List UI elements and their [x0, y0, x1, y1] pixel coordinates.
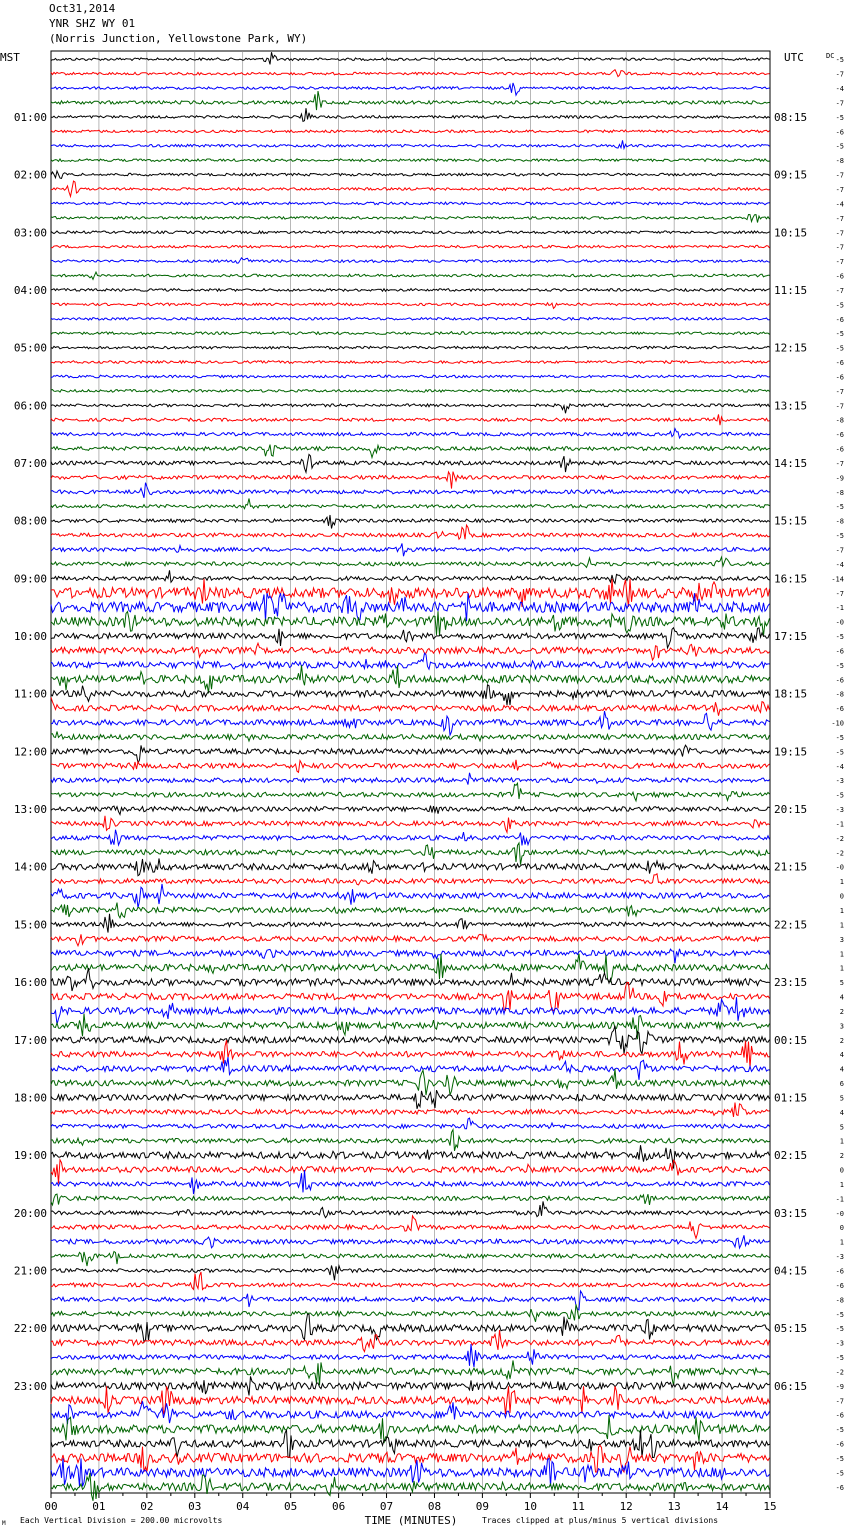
corner-mark: M	[2, 1520, 6, 1527]
dc-offset-label: -2	[835, 1368, 844, 1377]
mst-hour-label: 22:00	[13, 1322, 47, 1336]
seismic-trace	[51, 697, 770, 715]
seismic-trace	[51, 773, 770, 785]
dc-offset-label: -6	[835, 445, 844, 454]
seismic-trace	[51, 483, 770, 498]
seismic-trace	[51, 914, 770, 933]
dc-offset-label: 5	[839, 1094, 844, 1103]
mst-axis-label: MST	[0, 51, 20, 64]
seismic-trace	[51, 1376, 770, 1395]
utc-hour-label: 08:15	[774, 110, 808, 124]
utc-hour-label: 02:15	[774, 1149, 808, 1163]
dc-offset-label: -5	[835, 1325, 844, 1334]
dc-offset-label: -8	[835, 157, 844, 166]
seismic-trace	[51, 1145, 770, 1168]
dc-offset-label: -5	[835, 301, 844, 310]
dc-offset-label: 0	[839, 1166, 844, 1175]
x-tick-label: 04	[236, 1500, 250, 1513]
dc-offset-label: -5	[835, 733, 844, 742]
dc-offset-label: -5	[835, 142, 844, 151]
utc-hour-label: 03:15	[774, 1206, 808, 1220]
seismic-trace	[51, 171, 770, 178]
dc-offset-label: 3	[839, 935, 844, 944]
mst-hour-label: 09:00	[13, 572, 47, 586]
dc-offset-label: 4	[839, 993, 844, 1002]
seismic-trace	[51, 1415, 770, 1443]
dc-offset-label: -6	[835, 431, 844, 440]
seismic-trace	[51, 1216, 770, 1239]
dc-offset-label: -6	[835, 359, 844, 368]
dc-offset-label: -7	[835, 387, 844, 396]
utc-hour-label: 20:15	[774, 803, 808, 817]
seismic-trace	[51, 830, 770, 846]
dc-offset-label: -6	[835, 1483, 844, 1492]
seismic-trace	[51, 215, 770, 223]
dc-offset-label: -5	[835, 791, 844, 800]
utc-hour-label: 15:15	[774, 514, 808, 528]
dc-offset-label: -6	[835, 1411, 844, 1420]
seismic-trace	[51, 525, 770, 539]
x-tick-label: 00	[44, 1500, 58, 1513]
seismic-trace	[51, 760, 770, 773]
dc-offset-label: -7	[835, 99, 844, 108]
x-tick-label: 01	[92, 1500, 106, 1513]
seismic-trace	[51, 1103, 770, 1117]
seismic-trace	[51, 454, 770, 472]
dc-offset-label: 0	[839, 892, 844, 901]
dc-offset-label: -5	[835, 1354, 844, 1363]
utc-hour-label: 04:15	[774, 1264, 808, 1278]
dc-offset-label: -5	[835, 503, 844, 512]
dc-offset-label: -6	[835, 1281, 844, 1290]
dc-offset-label: -6	[835, 1267, 844, 1276]
mst-hour-label: 12:00	[13, 745, 47, 759]
dc-offset-label: -7	[835, 402, 844, 411]
dc-offset-label: -6	[835, 315, 844, 324]
plot-frame	[51, 51, 770, 1493]
utc-hour-label: 17:15	[774, 630, 808, 644]
seismic-trace	[51, 272, 770, 279]
dc-offset-label: -5	[835, 1310, 844, 1319]
seismic-trace	[51, 472, 770, 489]
x-tick-label: 14	[715, 1500, 729, 1513]
dc-offset-label: -0	[835, 618, 844, 627]
dc-offset-label: -6	[835, 705, 844, 714]
dc-offset-label: -6	[835, 676, 844, 685]
seismic-trace	[51, 1160, 770, 1184]
dc-offset-label: -7	[835, 214, 844, 223]
seismic-trace	[51, 1235, 770, 1248]
seismic-trace	[51, 202, 770, 205]
mst-hour-label: 23:00	[13, 1379, 47, 1393]
utc-hour-label: 21:15	[774, 860, 808, 874]
seismic-trace	[51, 515, 770, 529]
dc-offset-label: 6	[839, 1080, 844, 1089]
seismic-trace	[51, 390, 770, 393]
dc-offset-label: 4	[839, 1051, 844, 1060]
seismic-trace	[51, 997, 770, 1024]
seismic-trace	[51, 884, 770, 908]
header-station: YNR SHZ WY 01	[49, 17, 136, 30]
seismic-trace	[51, 1272, 770, 1290]
seismic-trace	[51, 404, 770, 413]
dc-offset-label: -7	[835, 589, 844, 598]
seismic-trace	[51, 949, 770, 963]
dc-offset-label: -6	[835, 1440, 844, 1449]
seismic-trace	[51, 414, 770, 425]
seismic-trace	[51, 108, 770, 121]
dc-offset-label: -5	[835, 113, 844, 122]
mst-hour-label: 19:00	[13, 1149, 47, 1163]
seismic-trace	[51, 346, 770, 349]
utc-hour-label: 11:15	[774, 283, 808, 297]
scale-note: Each Vertical Division = 200.00 microvolts	[20, 1516, 223, 1525]
x-tick-label: 05	[284, 1500, 298, 1513]
seismic-trace	[51, 611, 770, 635]
dc-offset-label: -8	[835, 1296, 844, 1305]
dc-offset-label: -8	[835, 690, 844, 699]
dc-offset-label: -4	[835, 762, 844, 771]
x-tick-label: 15	[763, 1500, 777, 1513]
seismic-trace	[51, 1057, 770, 1080]
mst-hour-label: 08:00	[13, 514, 47, 528]
seismic-trace	[51, 1040, 770, 1068]
dc-offset-label: -3	[835, 1339, 844, 1348]
dc-offset-label: 1	[839, 1238, 844, 1247]
seismic-trace	[51, 1430, 770, 1458]
dc-offset-label: 2	[839, 1152, 844, 1161]
dc-offset-label: -7	[835, 171, 844, 180]
dc-offset-label: 3	[839, 1022, 844, 1031]
dc-offset-label: -7	[835, 243, 844, 252]
dc-offset-label: -5	[835, 1454, 844, 1463]
seismic-trace	[51, 361, 770, 364]
dc-offset-label: -10	[831, 719, 844, 728]
dc-offset-label: 0	[839, 1224, 844, 1233]
dc-offset-label: 4	[839, 1108, 844, 1117]
utc-hour-label: 19:15	[774, 745, 808, 759]
mst-hour-label: 04:00	[13, 283, 47, 297]
mst-hour-label: 02:00	[13, 168, 47, 182]
dc-offset-label: -8	[835, 517, 844, 526]
seismic-trace	[51, 1130, 770, 1151]
seismic-trace	[51, 570, 770, 583]
utc-hour-label: 12:15	[774, 341, 808, 355]
seismic-trace	[51, 1314, 770, 1342]
seismic-trace	[51, 858, 770, 875]
dc-offset-label: -5	[835, 1426, 844, 1435]
seismic-trace	[51, 159, 770, 162]
dc-offset-label: 1	[839, 950, 844, 959]
seismic-trace	[51, 934, 770, 946]
x-tick-label: 13	[667, 1500, 681, 1513]
dc-offset-label: -3	[835, 777, 844, 786]
dc-offset-label: -0	[835, 863, 844, 872]
mst-hour-label: 03:00	[13, 226, 47, 240]
dc-offset-label: -5	[835, 330, 844, 339]
dc-offset-label: 1	[839, 906, 844, 915]
seismic-trace	[51, 1201, 770, 1217]
dc-offset-label: -6	[835, 272, 844, 281]
seismic-trace	[51, 70, 770, 77]
seismic-trace	[51, 83, 770, 95]
mst-hour-label: 21:00	[13, 1264, 47, 1278]
dc-offset-label: -4	[835, 200, 844, 209]
utc-hour-label: 05:15	[774, 1322, 808, 1336]
mst-hour-label: 15:00	[13, 918, 47, 932]
x-tick-label: 02	[140, 1500, 154, 1513]
dc-offset-label: -6	[835, 373, 844, 382]
dc-offset-label: -5	[835, 748, 844, 757]
dc-offset-label: -7	[835, 546, 844, 555]
utc-hour-label: 22:15	[774, 918, 808, 932]
seismic-trace	[51, 643, 770, 660]
seismic-trace	[51, 1069, 770, 1095]
x-tick-label: 11	[571, 1500, 585, 1513]
dc-offset-label: -7	[835, 229, 844, 238]
dc-offset-label: -9	[835, 1382, 844, 1391]
seismic-trace	[51, 711, 770, 735]
dc-offset-label: -1	[835, 1195, 844, 1204]
seismic-trace	[51, 1194, 770, 1205]
seismic-trace	[51, 91, 770, 110]
dc-offset-label: -5	[835, 344, 844, 353]
mst-hour-label: 05:00	[13, 341, 47, 355]
seismic-trace	[51, 1090, 770, 1109]
dc-offset-label: -6	[835, 128, 844, 137]
mst-hour-label: 16:00	[13, 976, 47, 990]
mst-hour-label: 10:00	[13, 630, 47, 644]
dc-offset-label: -4	[835, 560, 844, 569]
utc-hour-label: 06:15	[774, 1379, 808, 1393]
mst-hour-label: 13:00	[13, 803, 47, 817]
dc-offset-label: -4	[835, 85, 844, 94]
utc-hour-label: 23:15	[774, 976, 808, 990]
utc-hour-label: 00:15	[774, 1033, 808, 1047]
x-tick-label: 03	[188, 1500, 202, 1513]
seismic-trace	[51, 983, 770, 1011]
seismic-trace	[51, 783, 770, 801]
dc-offset-label: -5	[835, 661, 844, 670]
seismic-trace	[51, 245, 770, 248]
seismic-trace	[51, 1291, 770, 1310]
x-tick-label: 06	[331, 1500, 346, 1513]
dc-offset-label: -14	[831, 575, 844, 584]
seismic-trace	[51, 874, 770, 885]
seismic-trace	[51, 1170, 770, 1194]
seismic-trace	[51, 181, 770, 196]
dc-offset-label: -7	[835, 258, 844, 267]
dc-offset-label: 4	[839, 1065, 844, 1074]
seismic-trace	[51, 628, 770, 648]
dc-offset-label: 2	[839, 1036, 844, 1045]
dc-offset-label: -0	[835, 1209, 844, 1218]
seismic-trace	[51, 332, 770, 335]
seismic-trace	[51, 375, 770, 378]
dc-offset-label: 1	[839, 1137, 844, 1146]
seismic-trace	[51, 806, 770, 815]
seismic-trace	[51, 1266, 770, 1281]
mst-hour-label: 18:00	[13, 1091, 47, 1105]
seismic-trace	[51, 258, 770, 263]
dc-offset-label: 5	[839, 979, 844, 988]
x-tick-label: 10	[523, 1500, 537, 1513]
seismic-trace	[51, 1014, 770, 1040]
seismic-trace	[51, 665, 770, 693]
dc-offset-label: -5	[835, 532, 844, 541]
seismic-trace	[51, 653, 770, 669]
mst-hour-label: 06:00	[13, 399, 47, 413]
seismic-trace	[51, 52, 770, 64]
seismic-trace	[51, 1304, 770, 1322]
seismic-trace	[51, 429, 770, 438]
dc-offset-label: -5	[835, 56, 844, 65]
x-axis-title: TIME (MINUTES)	[364, 1514, 458, 1527]
dc-offset-label: -3	[835, 1253, 844, 1262]
dc-offset-label: -7	[835, 459, 844, 468]
x-tick-label: 09	[475, 1500, 490, 1513]
seismic-trace	[51, 499, 770, 509]
seismic-trace	[51, 1330, 770, 1352]
x-tick-label: 12	[619, 1500, 633, 1513]
seismic-trace	[51, 1252, 770, 1267]
mst-hour-label: 07:00	[13, 456, 47, 470]
dc-offset-label: -8	[835, 416, 844, 425]
header-location: (Norris Junction, Yellowstone Park, WY)	[49, 32, 308, 45]
dc-offset-label: -2	[835, 834, 844, 843]
seismic-trace	[51, 557, 770, 567]
dc-offset-label: 2	[839, 1007, 844, 1016]
x-tick-label: 08	[427, 1500, 442, 1513]
utc-axis-label: UTC	[784, 51, 804, 64]
seismic-trace	[51, 816, 770, 833]
utc-hour-label: 10:15	[774, 226, 808, 240]
dc-offset-label: -7	[835, 70, 844, 79]
seismic-trace	[51, 1458, 770, 1486]
dc-offset-label: 1	[839, 921, 844, 930]
seismic-trace	[51, 903, 770, 918]
seismic-trace	[51, 732, 770, 742]
seismic-trace	[51, 1473, 770, 1501]
seismic-trace	[51, 1386, 770, 1414]
seismic-trace	[51, 303, 770, 309]
seismic-trace	[51, 1118, 770, 1129]
dc-offset-label: -8	[835, 488, 844, 497]
dc-offset-label: -7	[835, 185, 844, 194]
dc-offset-label: -5	[835, 1469, 844, 1478]
clip-note: Traces clipped at plus/minus 5 vertical divisions	[482, 1516, 719, 1525]
seismic-trace	[51, 140, 770, 148]
dc-offset-label: -1	[835, 604, 844, 613]
dc-offset-label: 1	[839, 1180, 844, 1189]
mst-hour-label: 01:00	[13, 110, 47, 124]
dc-offset-label: -2	[835, 849, 844, 858]
header-date: Oct31,2014	[49, 2, 116, 15]
seismic-trace	[51, 231, 770, 234]
seismic-trace	[51, 543, 770, 556]
utc-hour-label: 13:15	[774, 399, 808, 413]
seismic-trace	[51, 289, 770, 292]
dc-offset-label: 5	[839, 1123, 844, 1132]
utc-hour-label: 16:15	[774, 572, 808, 586]
dc-offset-label: -9	[835, 474, 844, 483]
mst-hour-label: 20:00	[13, 1206, 47, 1220]
seismic-trace	[51, 954, 770, 982]
seismic-trace	[51, 745, 770, 763]
x-tick-label: 07	[379, 1500, 394, 1513]
seismic-trace	[51, 1344, 770, 1367]
mst-hour-label: 11:00	[13, 687, 47, 701]
dc-offset-label: 1	[839, 878, 844, 887]
dc-offset-label: -3	[835, 806, 844, 815]
seismic-trace	[51, 130, 770, 133]
seismic-trace	[51, 445, 770, 458]
seismic-trace	[51, 1026, 770, 1054]
seismic-trace	[51, 1401, 770, 1424]
seismic-trace	[51, 685, 770, 705]
utc-hour-label: 01:15	[774, 1091, 808, 1105]
mst-hour-label: 17:00	[13, 1033, 47, 1047]
dc-offset-label: 1	[839, 964, 844, 973]
seismic-trace	[51, 968, 770, 991]
mst-hour-label: 14:00	[13, 860, 47, 874]
dc-offset-label: -5	[835, 633, 844, 642]
dc-offset-label: -6	[835, 647, 844, 656]
dc-offset-label: -7	[835, 286, 844, 295]
utc-hour-label: 09:15	[774, 168, 808, 182]
utc-hour-label: 14:15	[774, 456, 808, 470]
utc-hour-label: 18:15	[774, 687, 808, 701]
dc-offset-label: -7	[835, 1397, 844, 1406]
dc-offset-label: -1	[835, 820, 844, 829]
dc-label: DC	[826, 52, 835, 60]
seismic-trace	[51, 318, 770, 321]
